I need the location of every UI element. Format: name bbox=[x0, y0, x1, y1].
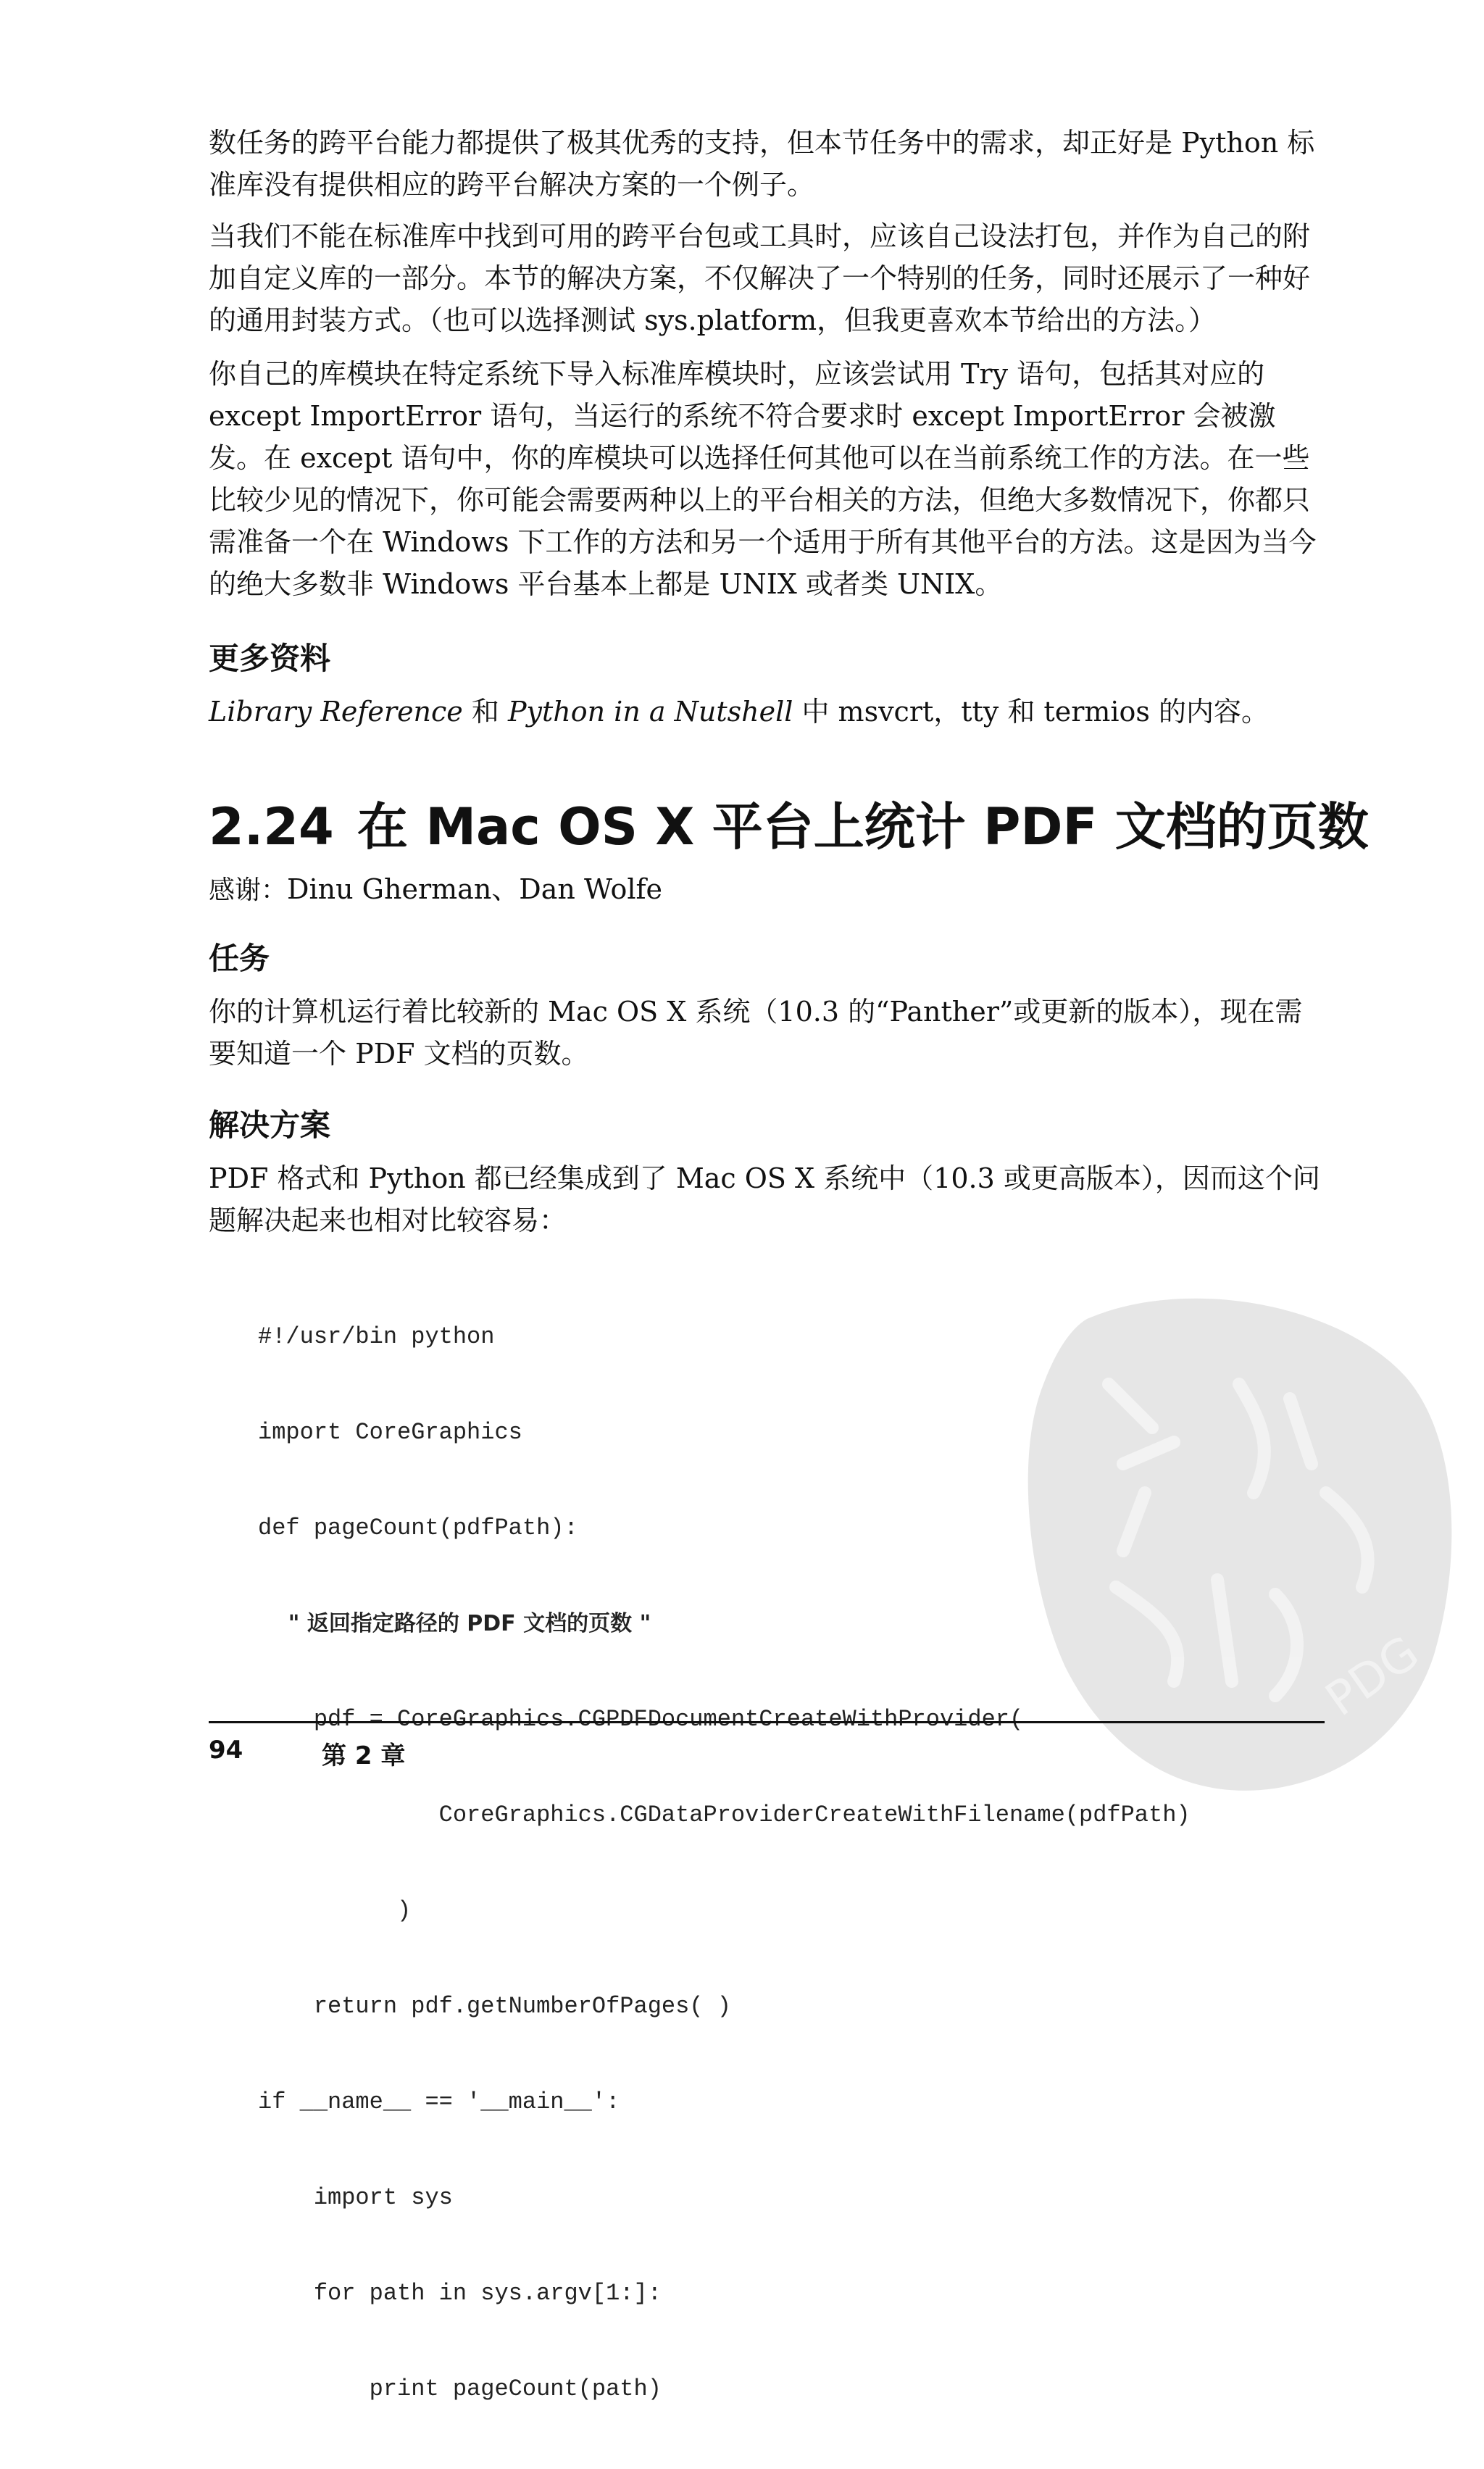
paragraph-import-error: 你自己的库模块在特定系统下导入标准库模块时，应该尝试用 Try 语句，包括其对应的 except ImportError 语句，当运行的系统不符合要求时 except ImportError 会被激发。在 except 语句中，你的库模块可以选择任何其他可以在当前系统工作的方法。在一些比较少见的情况下，你可能会需要两种以上的平台相关的方法，但绝大多数情况下，你都只需准备一个在 Windows 下工作的方法和另一个适用于所有其他平台的方法。这是因为当今的绝大多数非 Windows 平台基本上都是 UNIX 或者类 UNIX。 bbox=[209, 358, 1317, 600]
code-line: #!/usr/bin python bbox=[258, 1323, 495, 1350]
code-line: return pdf.getNumberOfPages( ) bbox=[258, 1993, 731, 2020]
paragraph-intro: 数任务的跨平台能力都提供了极其优秀的支持，但本节任务中的需求，却正好是 Python 标准库没有提供相应的跨平台解决方案的一个例子。 bbox=[209, 127, 1315, 201]
code-line: import sys bbox=[258, 2184, 453, 2211]
code-line: CoreGraphics.CGDataProviderCreateWithFilename(pdfPath) bbox=[258, 1802, 1191, 1828]
credit-names: Dinu Gherman、Dan Wolfe bbox=[287, 873, 663, 905]
code-line: if __name__ == '__main__': bbox=[258, 2089, 620, 2115]
code-line: print pageCount(path) bbox=[258, 2376, 662, 2402]
credit-label: 感谢： bbox=[209, 875, 288, 905]
chapter-label: 第 2 章 bbox=[322, 1741, 406, 1770]
watermark-seal bbox=[1000, 1275, 1464, 1797]
credit-line bbox=[209, 867, 662, 907]
code-line: import CoreGraphics bbox=[258, 1419, 522, 1446]
code-line: for path in sys.argv[1:]: bbox=[258, 2280, 662, 2307]
code-line-docstring: " 返回指定路径的 PDF 文档的页数 " bbox=[258, 1611, 651, 1636]
code-line: ) bbox=[258, 1897, 412, 1924]
more-info-text: Library Reference 和 Python in a Nutshell 中 msvcrt，tty 和 termios 的内容。 bbox=[209, 696, 1270, 728]
task-heading: 任务 bbox=[209, 941, 270, 976]
task-text: 你的计算机运行着比较新的 Mac OS X 系统（10.3 的“Panther”或更新的版本），现在需要知道一个 PDF 文档的页数。 bbox=[209, 996, 1303, 1070]
ref-python-nutshell: Python in a Nutshell bbox=[507, 696, 793, 728]
solution-heading: 解决方案 bbox=[209, 1107, 331, 1143]
ref-library-reference: Library Reference bbox=[209, 696, 463, 728]
recipe-title-text: 在 Mac OS X 平台上统计 PDF 文档的页数 bbox=[357, 797, 1369, 857]
recipe-title bbox=[209, 786, 1369, 859]
solution-text: PDF 格式和 Python 都已经集成到了 Mac OS X 系统中（10.3 或更高版本），因而这个问题解决起来也相对比较容易： bbox=[209, 1162, 1320, 1236]
more-info-heading: 更多资料 bbox=[209, 641, 331, 676]
paragraph-packaging: 当我们不能在标准库中找到可用的跨平台包或工具时，应该自己设法打包，并作为自己的附加自定义库的一部分。本节的解决方案，不仅解决了一个特别的任务，同时还展示了一种好的通用封装方式。（也可以选择测试 sys.platform，但我更喜欢本节给出的方法。） bbox=[209, 220, 1311, 336]
footer-rule bbox=[209, 1721, 1325, 1723]
watermark-text: PDG bbox=[1316, 1625, 1429, 1728]
code-line: def pageCount(pdfPath): bbox=[258, 1515, 578, 1541]
code-line: pdf = CoreGraphics.CGPDFDocumentCreateWithProvider( bbox=[258, 1706, 1024, 1733]
page-number: 94 bbox=[209, 1736, 243, 1765]
recipe-number: 2.24 bbox=[209, 797, 334, 857]
